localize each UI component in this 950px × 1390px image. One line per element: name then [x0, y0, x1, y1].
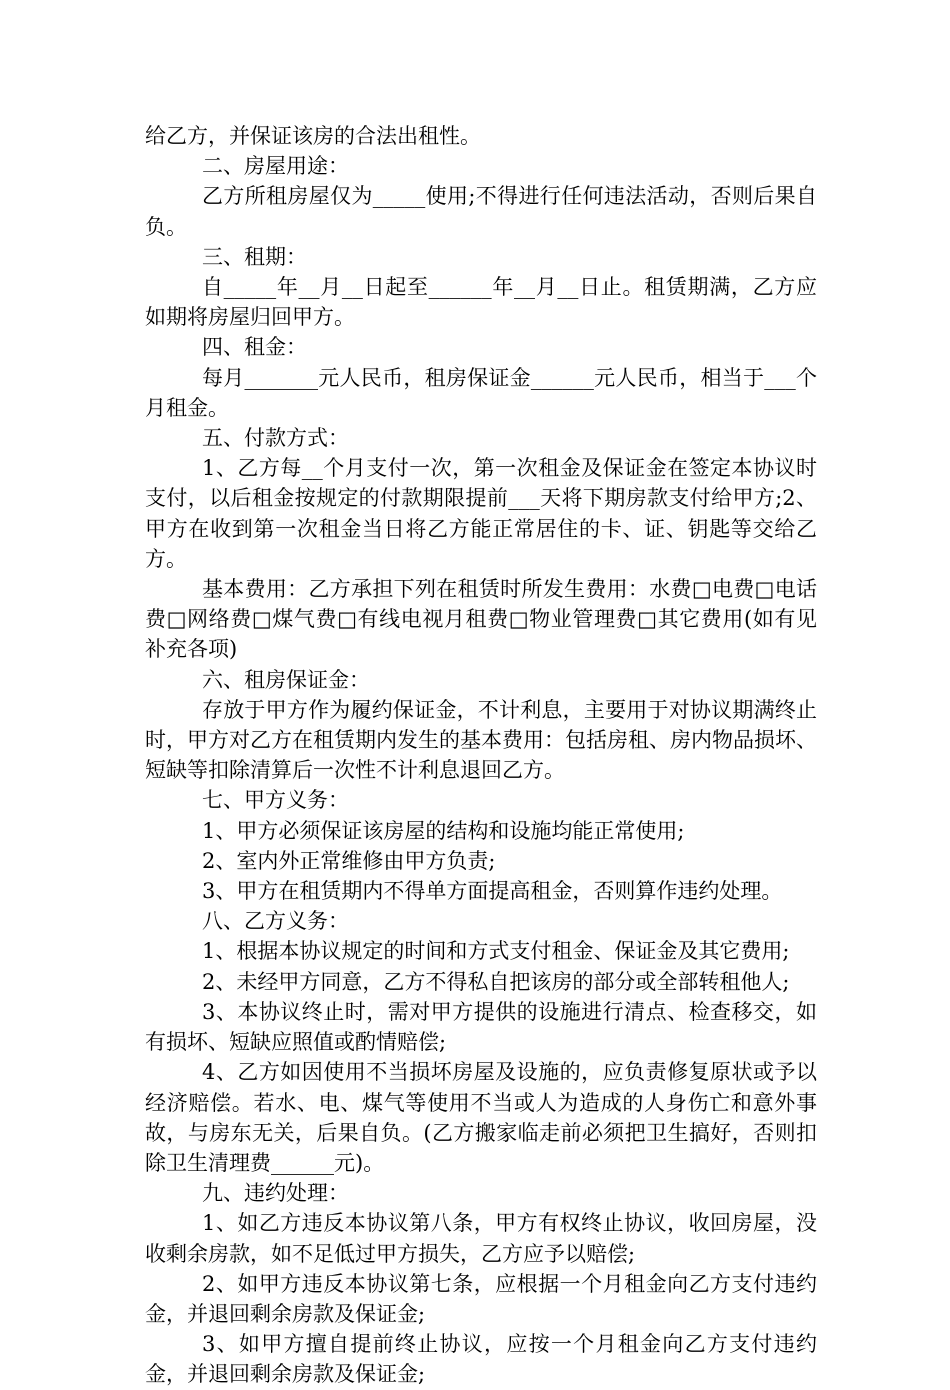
list-item: 2、室内外正常维修由甲方负责;: [202, 848, 496, 873]
list-item: 1、如乙方违反本协议第八条，甲方有权终止协议，收回房屋，没收剩余房款，如不足低过甲方损失，乙方应予以赔偿;: [145, 1211, 817, 1266]
document-body: [145, 121, 817, 1390]
section-heading-deposit: 六、租房保证金：: [202, 667, 370, 692]
paragraph: 基本费用：乙方承担下列在租赁时所发生费用：水费□电费□电话费□网络费□煤气费□有线电视月租费□物业管理费□其它费用(如有见补充各项): [145, 577, 817, 662]
paragraph: 乙方所租房屋仅为_____使用;不得进行任何违法活动，否则后果自负。: [145, 184, 817, 239]
section-heading-tenant-duties: 八、乙方义务：: [202, 909, 349, 934]
paragraph: 1、乙方每__个月支付一次，第一次租金及保证金在签定本协议时支付，以后租金按规定的付款期限提前___天将下期房款支付给甲方;2、甲方在收到第一次租金当日将乙方能正常居住的卡、证、钥匙等交给乙方。: [145, 456, 817, 571]
section-heading-usage: 二、房屋用途：: [202, 154, 349, 179]
paragraph: 给乙方，并保证该房的合法出租性。: [145, 124, 481, 148]
list-item: 3、本协议终止时，需对甲方提供的设施进行清点、检查移交，如有损坏、短缺应照值或酌情赔偿;: [145, 999, 817, 1055]
paragraph: 自_____年__月__日起至______年__月__日止。租赁期满，乙方应如期将房屋归回甲方。: [145, 275, 817, 330]
list-item: 3、如甲方擅自提前终止协议，应按一个月租金向乙方支付违约金，并退回剩余房款及保证金;: [145, 1332, 817, 1387]
paragraph: 存放于甲方作为履约保证金，不计利息，主要用于对协议期满终止时，甲方对乙方在租赁期内发生的基本费用：包括房租、房内物品损坏、短缺等扣除清算后一次性不计利息退回乙方。: [145, 697, 817, 783]
paragraph: 每月_______元人民币，租房保证金______元人民币，相当于___个月租金。: [145, 365, 817, 420]
list-item: 1、甲方必须保证该房屋的结构和设施均能正常使用;: [202, 818, 685, 843]
section-heading-payment: 五、付款方式：: [202, 426, 349, 451]
list-item: 2、如甲方违反本协议第七条，应根据一个月租金向乙方支付违约金，并退回剩余房款及保证金;: [145, 1271, 817, 1326]
list-item: 3、甲方在租赁期内不得单方面提高租金，否则算作违约处理。: [202, 879, 783, 904]
section-heading-landlord-duties: 七、甲方义务：: [202, 788, 349, 813]
section-heading-rent: 四、租金：: [202, 335, 307, 360]
section-heading-term: 三、租期：: [202, 244, 307, 269]
list-item: 2、未经甲方同意，乙方不得私自把该房的部分或全部转租他人;: [202, 969, 790, 994]
section-heading-breach: 九、违约处理：: [202, 1181, 349, 1206]
list-item: 4、乙方如因使用不当损坏房屋及设施的，应负责修复原状或予以经济赔偿。若水、电、煤气等使用不当或人为造成的人身伤亡和意外事故，与房东无关，后果自负。(乙方搬家临走前必须把卫生搞好，否则扣除卫生清理费______元)。: [145, 1060, 817, 1175]
list-item: 1、根据本协议规定的时间和方式支付租金、保证金及其它费用;: [202, 939, 790, 964]
